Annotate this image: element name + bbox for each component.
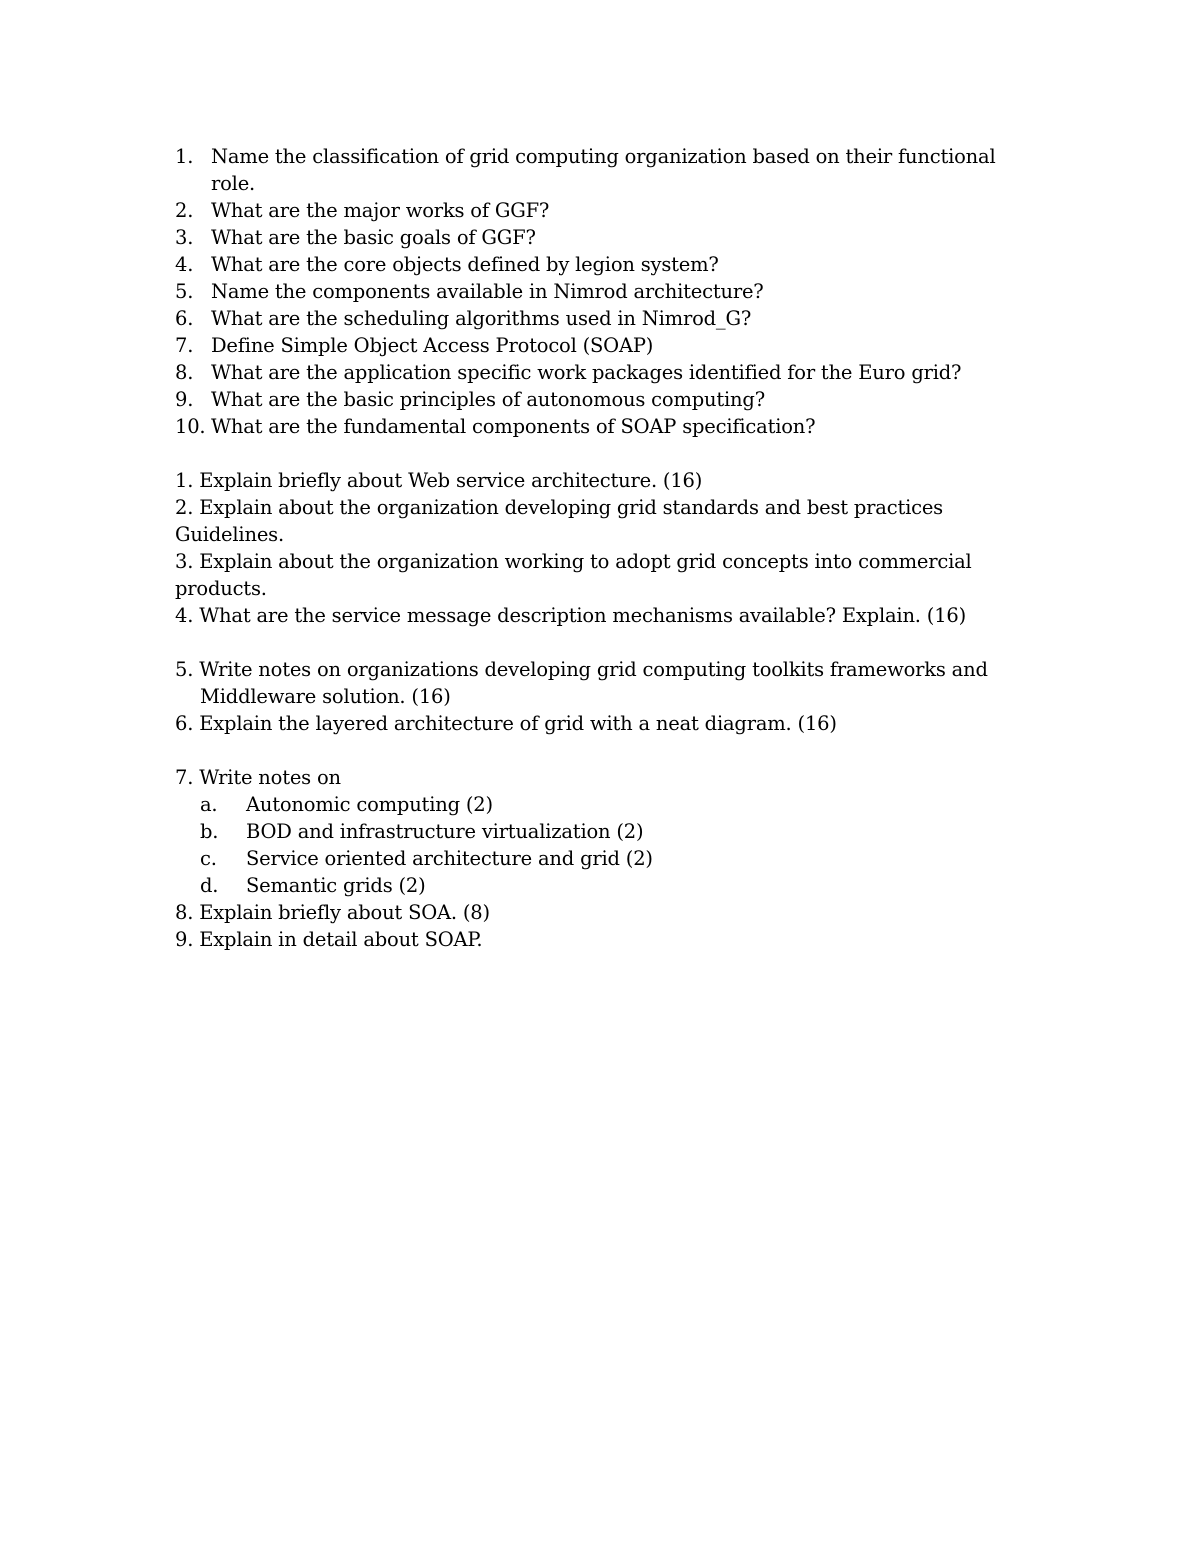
short-question-item — [175, 386, 1035, 413]
long-question-8: 8. Explain briefly about SOA. (8) — [175, 901, 490, 924]
sub-item — [200, 845, 1035, 872]
short-question-item — [175, 278, 1035, 305]
sub-item-text: BOD and infrastructure virtualization (2) — [246, 820, 644, 843]
sub-item — [200, 791, 1035, 818]
sub-item — [200, 872, 1035, 899]
paragraph-spacer — [175, 440, 1035, 467]
short-question-item — [175, 143, 1035, 197]
question-number: 9. — [175, 388, 194, 411]
short-question-item — [175, 305, 1035, 332]
sub-item-letter: c. — [200, 847, 217, 870]
sub-item-text: Autonomic computing (2) — [246, 793, 493, 816]
question-text: What are the basic principles of autonomous computing? — [211, 388, 765, 411]
question-text: What are the core objects defined by legion system? — [211, 253, 719, 276]
sub-item-letter: b. — [200, 820, 219, 843]
short-question-item — [175, 359, 1035, 386]
question-number: 7. — [175, 334, 194, 357]
short-question-item — [175, 251, 1035, 278]
question-number: 6. — [175, 307, 194, 330]
short-question-item — [175, 332, 1035, 359]
long-question-5: 5. Write notes on organizations developing grid computing toolkits frameworks and Middleware solution. (16) — [175, 658, 988, 708]
sub-item-text: Semantic grids (2) — [246, 874, 426, 897]
sub-item-text: Service oriented architecture and grid (2) — [246, 847, 653, 870]
question-number: 8. — [175, 361, 194, 384]
question-number: 3. — [175, 226, 194, 249]
question-list-content — [175, 143, 1035, 953]
paragraph-spacer — [175, 737, 1035, 764]
long-question-4: 4. What are the service message description mechanisms available? Explain. (16) — [175, 604, 967, 627]
question-number: 5. — [175, 280, 194, 303]
long-question-1: 1. Explain briefly about Web service architecture. (16) — [175, 469, 703, 492]
question-number: 4. — [175, 253, 194, 276]
question-text: What are the basic goals of GGF? — [211, 226, 536, 249]
long-questions-list — [175, 467, 1035, 953]
question-text: Define Simple Object Access Protocol (SOAP) — [211, 334, 654, 357]
sub-item — [200, 818, 1035, 845]
question-text: What are the fundamental components of SOAP specification? — [211, 415, 816, 438]
question-number: 2. — [175, 199, 194, 222]
question-text: Name the components available in Nimrod architecture? — [211, 280, 764, 303]
short-question-item — [175, 224, 1035, 251]
paragraph-spacer — [175, 629, 1035, 656]
question-number: 10. — [175, 415, 206, 438]
long-question-7: 7. Write notes on — [175, 766, 341, 789]
long-question-9: 9. Explain in detail about SOAP. — [175, 928, 483, 951]
long-question-6: 6. Explain the layered architecture of grid with a neat diagram. (16) — [175, 712, 837, 735]
sub-item-letter: a. — [200, 793, 218, 816]
short-questions-list — [175, 143, 1035, 440]
sub-item-letter: d. — [200, 874, 219, 897]
question-text: What are the major works of GGF? — [211, 199, 550, 222]
short-question-item — [175, 197, 1035, 224]
short-question-item — [175, 413, 1035, 440]
question-text: What are the scheduling algorithms used in Nimrod_G? — [211, 307, 752, 330]
question-text: What are the application specific work packages identified for the Euro grid? — [211, 361, 962, 384]
question-7-sublist — [175, 791, 1035, 899]
long-question-3: 3. Explain about the organization working to adopt grid concepts into commercial products. — [175, 550, 972, 600]
question-number: 1. — [175, 145, 194, 168]
question-text: Name the classification of grid computing organization based on their functional role. — [211, 145, 996, 195]
long-question-2: 2. Explain about the organization developing grid standards and best practices Guidelines. — [175, 496, 943, 546]
